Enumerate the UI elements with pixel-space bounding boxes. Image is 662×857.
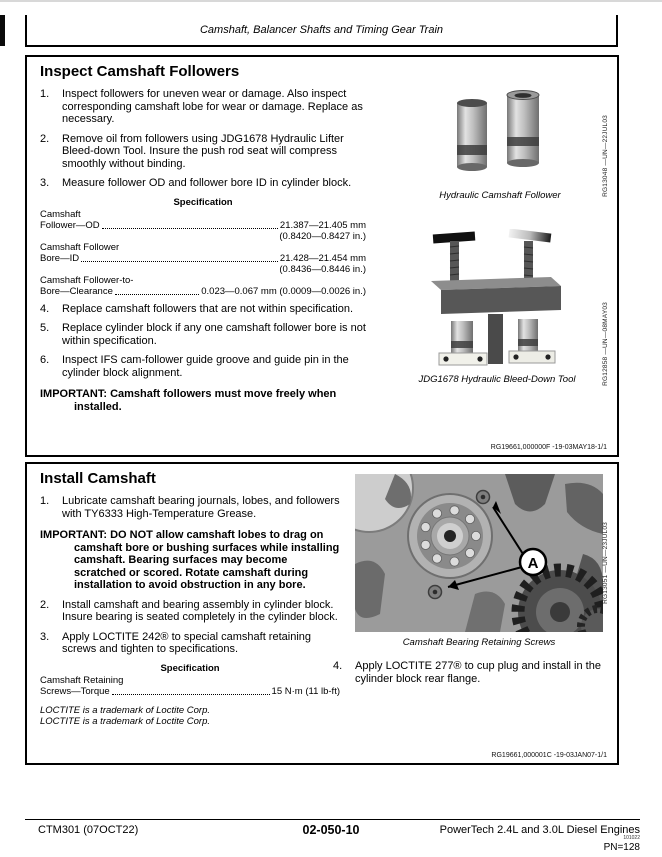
list-item [40,599,340,624]
spec-value-imperial: (0.8420—0.8427 in.) [279,230,366,242]
spec-row [40,209,366,242]
important-text: Camshaft followers must move freely when installed. [74,388,337,413]
spec-label-line1: Camshaft Follower-to- [40,274,134,286]
figure-id: RG13048 —UN—22JUL03 [602,115,609,197]
header-title: Camshaft, Balancer Shafts and Timing Gear Train [199,24,444,36]
followers-photo [435,87,565,185]
figure-bleed-down-tool [387,229,607,385]
step-number: 6. [40,354,50,366]
specification-heading: Specification [173,196,233,208]
page-header [25,15,618,47]
dotted-leader [102,228,278,229]
figure-followers [395,87,605,201]
important-note [40,529,340,592]
step-text: Apply LOCTITE 242® to special camshaft retaining screws and tighten to specifications. [62,630,311,655]
dotted-leader [115,294,199,295]
spec-label-line1: Camshaft [40,208,81,220]
step-number: 3. [40,630,50,643]
specification-table [40,663,340,697]
step-text: Replace camshaft followers that are not within specification. [62,302,354,315]
step-text: Apply LOCTITE 277® to cup plug and install in the cylinder block rear flange. [355,660,601,685]
important-note [40,388,366,413]
spec-label-line1: Camshaft Follower [40,241,120,253]
figure-caption: JDG1678 Hydraulic Bleed-Down Tool [418,374,576,385]
step-number: 4. [40,302,50,315]
list-item [40,322,366,347]
footer-page-number: 02-050-10 [302,823,360,837]
spec-value-imperial: (0.8436—0.8446 in.) [279,263,366,275]
list-item [333,660,625,685]
list-item [40,177,366,190]
step-number: 2. [40,598,50,611]
footer-pn: PN=128 [603,842,640,853]
spec-label-line2: Bore—Clearance [40,285,113,297]
section1-text-column [40,63,366,420]
trademark-notes [40,705,340,727]
spec-value: 21.387—21.405 mm [279,219,366,231]
callout-a-label: A [527,555,539,572]
spec-value: 0.023—0.067 mm (0.0009—0.0026 in.) [201,285,366,297]
spec-value: 21.428—21.454 mm [279,252,366,264]
step-text: Inspect IFS cam-follower guide groove and guide pin in the cylinder block alignment. [62,354,349,379]
important-label: IMPORTANT: [40,388,108,400]
step-number: 2. [40,132,50,145]
dotted-leader [81,261,278,262]
step-text: Remove oil from followers using JDG1678 Hydraulic Lifter Bleed-down Tool. Insure the push rod seat will compress smoothly without binding. [62,132,344,170]
step-number: 5. [40,322,50,334]
spec-label-line2: Follower—OD [40,219,100,231]
list-item [40,303,366,316]
specification-heading: Specification [160,662,220,674]
document-id: RG19661,000001C -19-03JAN07-1/1 [491,752,607,759]
trademark-line: LOCTITE is a trademark of Loctite Corp. [40,715,211,727]
bleed-down-tool-photo [421,229,573,369]
list-item [40,88,366,126]
step-number: 3. [40,177,50,189]
list-item [40,495,340,520]
spec-row [40,675,340,697]
figure-caption: Camshaft Bearing Retaining Screws [402,637,556,648]
section2-title: Install Camshaft [40,470,156,487]
page-edge-mark [0,15,5,46]
spec-label-line1: Camshaft Retaining [40,674,124,686]
footer-rule [25,819,640,820]
section2-text-column [40,470,340,727]
list-item [40,133,366,171]
spec-label-line2: Bore—ID [40,252,80,264]
step-number: 1. [40,88,50,100]
step-text: Measure follower OD and follower bore ID in cylinder block. [62,177,352,189]
specification-table [40,197,366,297]
footer-manual-number: CTM301 (07OCT22) [38,824,139,836]
step-text: Lubricate camshaft bearing journals, lobes, and followers with TY6333 High-Temperature Grease. [62,495,340,520]
spec-label-line2: Screws—Torque [40,685,110,697]
step-text: Install camshaft and bearing assembly in cylinder block. Insure bearing is seated completely in the cylinder block. [62,598,338,623]
camshaft-bearing-photo [355,474,603,632]
document-id: RG19661,000000F -19-03MAY18-1/1 [490,444,607,451]
list-item [40,354,366,379]
spec-row [40,275,366,297]
step-text: Replace cylinder block if any one camshaft follower bore is not within specification. [62,322,366,347]
footer-date-code: 101022 [623,835,640,841]
step-text: Inspect followers for uneven wear or damage. Also inspect corresponding camshaft lobe for wear or damage. Replace as necessary. [62,88,363,125]
spec-value: 15 N·m (11 lb-ft) [271,685,340,697]
dotted-leader [112,694,270,695]
step-number: 1. [40,495,50,507]
section-install-camshaft [25,462,619,765]
figure-caption: Hydraulic Camshaft Follower [439,190,561,201]
trademark-line: LOCTITE is a trademark of Loctite Corp. [40,704,211,716]
list-item [40,631,340,656]
step-number: 4. [333,660,343,672]
footer-engine-model: PowerTech 2.4L and 3.0L Diesel Engines [439,824,640,836]
figure-camshaft-bearing [355,474,603,648]
figure-id: RG13051 —UN—23JUL03 [602,522,609,604]
figure-id: RG12858 —UN—08MAY03 [602,302,609,386]
spec-row [40,242,366,275]
section-inspect-camshaft-followers [25,55,619,457]
important-label: IMPORTANT: [40,529,108,541]
section1-title: Inspect Camshaft Followers [40,63,240,80]
important-text: DO NOT allow camshaft lobes to drag on camshaft bore or bushing surfaces while installing camshaft. Bearing surfaces may become scratched or scored. Rotate camshaft during installation to avoid obstruction in any bore. [74,529,340,591]
